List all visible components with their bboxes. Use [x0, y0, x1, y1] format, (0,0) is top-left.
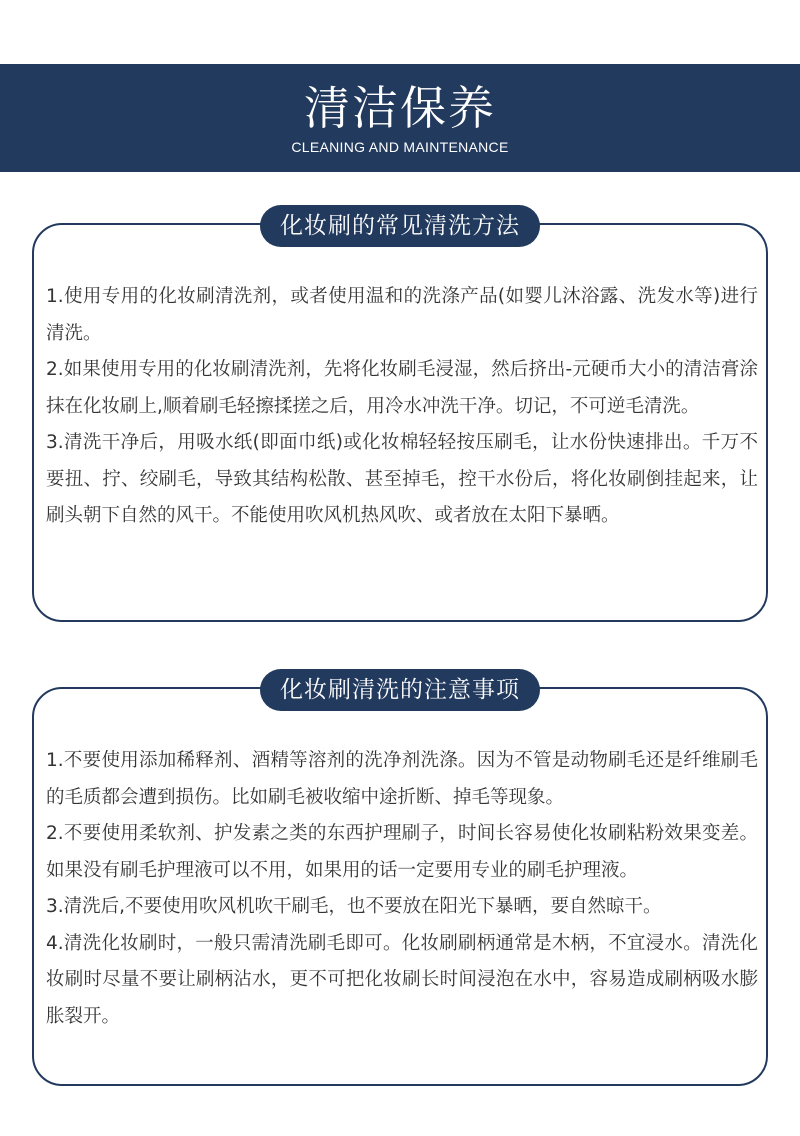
paragraph: 1.不要使用添加稀释剂、酒精等溶剂的洗净剂洗涤。因为不管是动物刷毛还是纤维刷毛的毛质都会遭到损伤。比如刷毛被收缩中途折断、掉毛等现象。 — [46, 750, 758, 808]
paragraph: 3.清洗后,不要使用吹风机吹干刷毛，也不要放在阳光下暴晒，要自然晾干。 — [46, 896, 662, 917]
paragraph: 4.清洗化妆刷时，一般只需清洗刷毛即可。化妆刷刷柄通常是木柄，不宜浸水。清洗化妆刷时尽量不要让刷柄沾水，更不可把化妆刷长时间浸泡在水中，容易造成刷柄吸水膨胀裂开。 — [46, 932, 758, 1027]
section-title: 化妆刷的常见清洗方法 — [260, 205, 540, 247]
page-title: 清洁保养 — [304, 81, 496, 135]
section-body — [46, 279, 758, 535]
section-cleaning-methods — [32, 213, 768, 622]
paragraph: 3.清洗干净后，用吸水纸(即面巾纸)或化妆棉轻轻按压刷毛，让水份快速排出。千万不要扭、拧、绞刷毛，导致其结构松散、甚至掉毛，控干水份后，将化妆刷倒挂起来，让刷头朝下自然的风干。不能使用吹风机热风吹、或者放在太阳下暴晒。 — [46, 432, 758, 526]
page-subtitle: CLEANING AND MAINTENANCE — [291, 139, 509, 155]
paragraph: 1.使用专用的化妆刷清洗剂，或者使用温和的洗涤产品(如婴儿沐浴露、洗发水等)进行清洗。 — [46, 286, 758, 344]
paragraph: 2.如果使用专用的化妆刷清洗剂，先将化妆刷毛浸湿，然后挤出-元硬币大小的清洁膏涂抹在化妆刷上,顺着刷毛轻擦揉搓之后，用冷水冲洗干净。切记，不可逆毛清洗。 — [46, 359, 758, 417]
section-title: 化妆刷清洗的注意事项 — [260, 669, 540, 711]
section-body — [46, 743, 758, 1035]
paragraph: 2.不要使用柔软剂、护发素之类的东西护理刷子，时间长容易使化妆刷粘粉效果变差。如果没有刷毛护理液可以不用，如果用的话一定要用专业的刷毛护理液。 — [46, 823, 758, 881]
header-banner — [0, 64, 800, 172]
section-cleaning-precautions — [32, 677, 768, 1086]
